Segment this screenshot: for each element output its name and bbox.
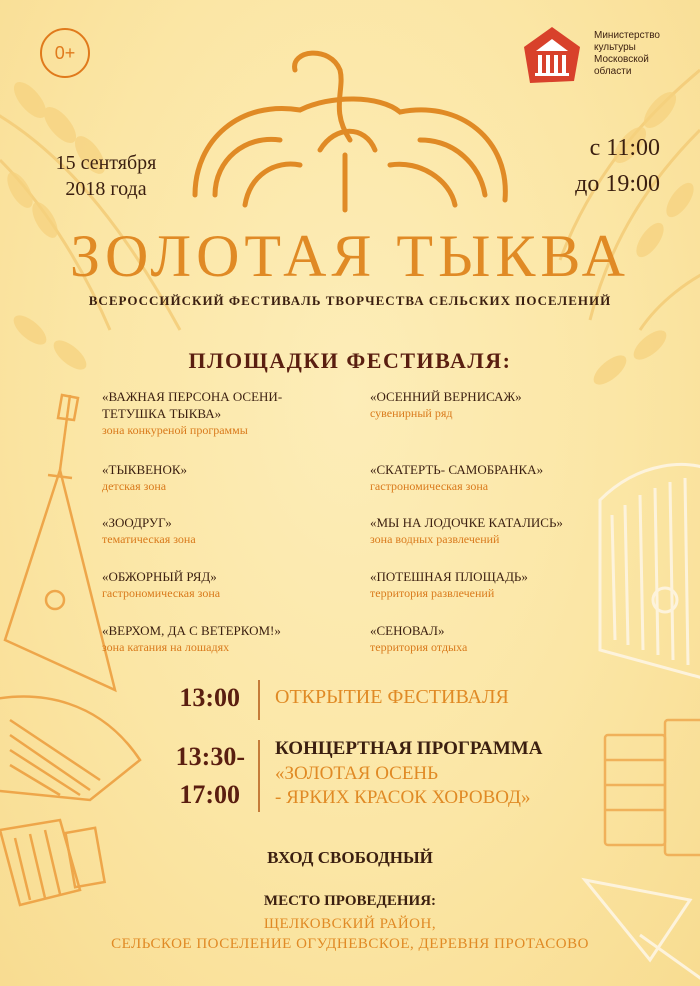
event-hours — [575, 130, 660, 202]
balalaika-icon — [5, 395, 115, 690]
venue-name: «МЫ НА ЛОДОЧКЕ КАТАЛИСЬ» — [370, 515, 563, 530]
venue-right-5 — [370, 622, 467, 655]
concert-subtitle-line2: - ЯРКИХ КРАСОК ХОРОВОД» — [275, 787, 531, 808]
festival-subtitle: ВСЕРОССИЙСКИЙ ФЕСТИВАЛЬ ТВОРЧЕСТВА СЕЛЬСКИХ ПОСЕЛЕНИЙ — [88, 293, 612, 308]
venue-desc: территория развлечений — [370, 586, 495, 600]
age-rating-badge: 0+ — [40, 28, 90, 78]
date-year: 2018 года — [65, 178, 147, 200]
concert-time-start: 13:30- — [175, 742, 245, 771]
time-to: до 19:00 — [575, 171, 660, 197]
venue-left-4 — [102, 568, 220, 601]
location-line2: СЕЛЬСКОЕ ПОСЕЛЕНИЕ ОГУДНЕВСКОЕ, ДЕРЕВНЯ ПРОТАСОВО — [111, 936, 589, 952]
venue-name: «ТЫКВЕНОК» — [102, 462, 188, 477]
concert-title: КОНЦЕРТНАЯ ПРОГРАММА — [275, 738, 543, 759]
location-line1: ЩЕЛКОВСКИЙ РАЙОН, — [263, 916, 437, 932]
venue-name-cont: ТЕТУШКА ТЫКВА» — [102, 406, 222, 421]
venue-right-3 — [370, 514, 563, 547]
venue-name: «ВЕРХОМ, ДА С ВЕТЕРКОМ!» — [102, 623, 281, 638]
venue-left-2 — [102, 461, 187, 494]
venue-desc: гастрономическая зона — [102, 586, 221, 600]
venue-desc: зона катания на лошадях — [102, 640, 230, 654]
entry-free: ВХОД СВОБОДНЫЙ — [267, 848, 433, 867]
gusli-icon — [0, 697, 140, 800]
harp-icon — [600, 464, 700, 680]
divider-line — [258, 680, 260, 720]
venue-right-4 — [370, 568, 528, 601]
venue-right-1 — [370, 388, 522, 421]
location-heading: МЕСТО ПРОВЕДЕНИЯ: — [263, 893, 437, 909]
right-accordion-icon — [605, 720, 700, 855]
venue-name: «ОБЖОРНЫЙ РЯД» — [102, 569, 217, 584]
venue-desc: гастрономическая зона — [370, 479, 489, 493]
location-address — [0, 914, 700, 954]
concert-subtitle — [275, 762, 531, 810]
festival-title: ЗОЛОТАЯ ТЫКВА — [70, 223, 630, 289]
venue-name: «ЗООДРУГ» — [102, 515, 172, 530]
venue-left-1 — [102, 388, 282, 438]
ministry-name: Министерство культуры Московской области — [594, 30, 660, 77]
date-day: 15 сентября — [55, 152, 157, 174]
venue-desc: сувенирный ряд — [370, 406, 453, 420]
opening-text: ОТКРЫТИЕ ФЕСТИВАЛЯ — [275, 686, 509, 708]
venues-heading: ПЛОЩАДКИ ФЕСТИВАЛЯ: — [188, 348, 512, 373]
opening-time: 13:00 — [179, 683, 240, 712]
concert-time-end: 17:00 — [179, 780, 240, 809]
ministry-logo — [522, 25, 582, 85]
venue-name: «ВАЖНАЯ ПЕРСОНА ОСЕНИ- — [102, 389, 283, 404]
venue-name: «СКАТЕРТЬ- САМОБРАНКА» — [370, 462, 544, 477]
venue-desc: зона водных развлечений — [370, 532, 500, 546]
divider-line — [258, 740, 260, 812]
event-date — [36, 150, 176, 202]
pumpkin-icon — [195, 53, 505, 210]
venue-left-5 — [102, 622, 281, 655]
time-from: с 11:00 — [589, 135, 660, 161]
venue-desc: тематическая зона — [102, 532, 196, 546]
venue-name: «ОСЕННИЙ ВЕРНИСАЖ» — [370, 389, 522, 404]
venue-desc: зона конкуреной программы — [102, 423, 248, 437]
venue-desc: территория отдыха — [370, 640, 468, 654]
venue-left-3 — [102, 514, 196, 547]
venue-right-2 — [370, 461, 543, 494]
venue-name: «СЕНОВАЛ» — [370, 623, 445, 638]
venue-desc: детская зона — [102, 479, 167, 493]
concert-subtitle-line1: «ЗОЛОТАЯ ОСЕНЬ — [275, 763, 439, 784]
venue-name: «ПОТЕШНАЯ ПЛОЩАДЬ» — [370, 569, 528, 584]
